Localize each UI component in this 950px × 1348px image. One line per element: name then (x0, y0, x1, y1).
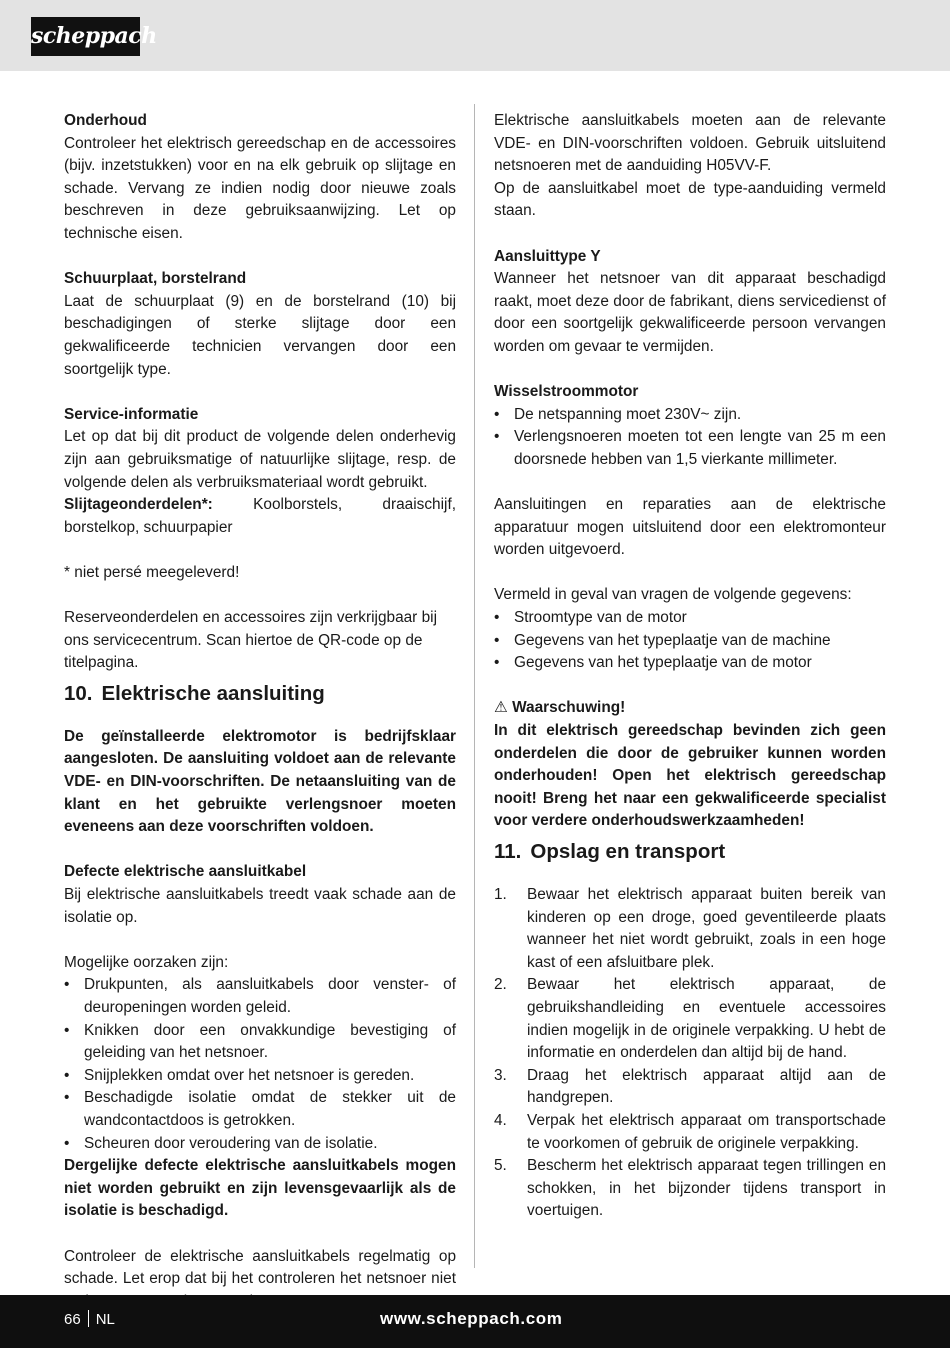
right-column (494, 110, 886, 1223)
page-footer (0, 1295, 950, 1348)
item-text: Bewaar het elektrisch apparaat buiten bereik van kinderen op een droge, goed geventileerde plaats wanneer het niet wordt gebruikt, zoals in een hoge kast of een afsluitbare plek. (527, 886, 886, 971)
footer-separator (88, 1310, 89, 1327)
list-item: • Drukpunten, als aansluitkabels door venster- of deuropeningen worden geleid. (64, 974, 456, 1019)
wear-parts (64, 494, 456, 539)
heading-aansluittype-y: Aansluittype Y (494, 247, 601, 265)
section-10-number: 10. (64, 681, 93, 705)
list-item: • Snijplekken omdat over het netsnoer is gereden. (64, 1065, 456, 1088)
wear-parts-label: Slijtageonderdelen*: (64, 496, 213, 514)
type-y-text: Wanneer het netsnoer van dit apparaat beschadigd raakt, moet deze door de fabrikant, diens servicedienst of door een soortgelijk gekwalificeerde persoon vervangen worden om gevaar te vermijden. (494, 270, 886, 355)
list-item (494, 1110, 886, 1155)
item-text: Verpak het elektrisch apparaat om transportschade te voorkomen of gebruik de originele verpakking. (527, 1111, 886, 1152)
onderhoud-text: Controleer het elektrisch gereedschap en de accessoires (bijv. inzetstukken) voor en na elk gebruik op slijtage en schade. Vervang ze indien nodig door nieuwe zoals beschreven in deze gebruiksaanwijzing. Let op technische eisen. (64, 134, 456, 242)
ac-motor-text: Aansluitingen en reparaties aan de elektrische apparatuur mogen uitsluitend door een elektromonteur worden uitgevoerd. (494, 496, 886, 559)
section-11-title (494, 838, 886, 866)
item-number: 3. (494, 1066, 507, 1084)
list-item (494, 1155, 886, 1223)
list-item: • Knikken door een onvakkundige bevestiging of geleiding van het netsnoer. (64, 1020, 456, 1065)
ac-motor-list (494, 404, 886, 472)
causes-list (64, 974, 456, 1155)
warning-heading (494, 697, 886, 720)
list-item: • Scheuren door veroudering van de isolatie. (64, 1133, 456, 1156)
section-11-number: 11. (494, 840, 522, 863)
service-text: Let op dat bij dit product de volgende delen onderhevig zijn aan gebruiksmatige of natuurlijke slijtage, resp. de volgende delen als verbruiksmateriaal wordt gebruikt. (64, 428, 456, 491)
item-text: Bescherm het elektrisch apparaat tegen trillingen en schokken, in het bijzonder tijdens transport in voertuigen. (527, 1157, 886, 1220)
left-column (64, 110, 456, 1313)
warning-text: In dit elektrisch gereedschap bevinden zich geen onderdelen die door de gebruiker kunnen worden onderhouden! Open het elektrisch gereedschap nooit! Breng het naar een gekwalificeerde specialist voor verdere onderhoudswerkzaamheden! (494, 722, 886, 830)
spare-parts-text: Reserveonderdelen en accessoires zijn verkrijgbaar bij ons servicecentrum. Scan hiertoe de QR-code op de titelpagina. (64, 609, 437, 672)
page-info (64, 1310, 115, 1330)
scheppach-logo: scheppach (31, 17, 140, 56)
page-header (0, 0, 950, 71)
item-text: Bewaar het elektrisch apparaat, de gebruikshandleiding en eventuele accessoires indien mogelijk in de originele verpakking. U hebt de informatie en onderdelen dan altijd bij de hand. (527, 976, 886, 1062)
list-item: • Gegevens van het typeplaatje van de machine (494, 630, 886, 653)
item-number: 2. (494, 976, 507, 994)
item-number: 4. (494, 1111, 507, 1129)
check-text: Controleer de elektrische aansluitkabels regelmatig op schade. Let erop dat bij het controleren het netsnoer niet (64, 1247, 456, 1288)
list-item (494, 884, 886, 974)
schuurplaat-text: Laat de schuurplaat (9) en de borstelrand (10) bij beschadigingen of sterke slijtage door een gekwalificeerde technicien vervangen door een soortgelijk type. (64, 292, 456, 378)
heading-wisselstroommotor: Wisselstroommotor (494, 383, 639, 401)
list-item: • Gegevens van het typeplaatje van de motor (494, 652, 886, 675)
info-list (494, 607, 886, 675)
section-10-intro: De geïnstalleerde elektromotor is bedrijfsklaar aangesloten. De aansluiting voldoet aan de relevante VDE- en DIN-voorschriften. De netaansluiting van de klant en het gebruikte verlengsnoer moeten eveneens aan deze voorschriften voldoen. (64, 727, 456, 836)
item-text: Draag het elektrisch apparaat altijd aan de handgrepen. (527, 1066, 886, 1107)
website-url: www.scheppach.com (380, 1309, 563, 1328)
heading-defect-cable: Defecte elektrische aansluitkabel (64, 863, 307, 881)
item-number: 5. (494, 1157, 507, 1175)
footnote: * niet persé meegeleverd! (64, 563, 240, 581)
section-10-title (64, 680, 456, 708)
heading-service-informatie: Service-informatie (64, 405, 199, 423)
section-11-title-text: Opslag en transport (530, 840, 726, 863)
list-item: • Beschadigde isolatie omdat de stekker uit de wandcontactdoos is getrokken. (64, 1087, 456, 1132)
defect-text: Bij elektrische aansluitkabels treedt vaak schade aan de isolatie op. (64, 886, 456, 926)
page-number: 66 (64, 1311, 81, 1328)
heading-schuurplaat: Schuurplaat, borstelrand (64, 270, 247, 288)
warning-icon: ⚠ (494, 699, 508, 717)
list-item: • Verlengsnoeren moeten tot een lengte van 25 m een doorsnede hebben van 1,5 vierkante millimeter. (494, 426, 886, 471)
heading-onderhoud: Onderhoud (64, 112, 147, 129)
list-item (494, 974, 886, 1064)
cables-text-2: Op de aansluitkabel moet de type-aanduiding vermeld staan. (494, 179, 886, 220)
warning-heading-text: Waarschuwing! (512, 699, 626, 717)
list-item: • Stroomtype van de motor (494, 607, 886, 630)
column-divider (474, 104, 475, 1268)
section-10-title-text: Elektrische aansluiting (101, 681, 325, 705)
causes-intro: Mogelijke oorzaken zijn: (64, 953, 229, 971)
list-item (494, 1065, 886, 1110)
storage-list (494, 884, 886, 1223)
list-item: • De netspanning moet 230V~ zijn. (494, 404, 886, 427)
item-number: 1. (494, 886, 507, 903)
wear-parts-list: Koolborstels, draaischijf, borstelkop, schuurpapier (64, 496, 456, 536)
cables-text: Elektrische aansluitkabels moeten aan de relevante VDE- en DIN-voorschriften voldoen. Gebruik uitsluitend netsnoeren met de aanduiding H05VV-F. (494, 112, 886, 175)
language-code: NL (95, 1311, 115, 1328)
defect-warning: Dergelijke defecte elektrische aansluitkabels mogen niet worden gebruikt en zijn levensgevaarlijk als de isolatie is beschadigd. (64, 1157, 456, 1220)
info-intro: Vermeld in geval van vragen de volgende gegevens: (494, 586, 852, 604)
